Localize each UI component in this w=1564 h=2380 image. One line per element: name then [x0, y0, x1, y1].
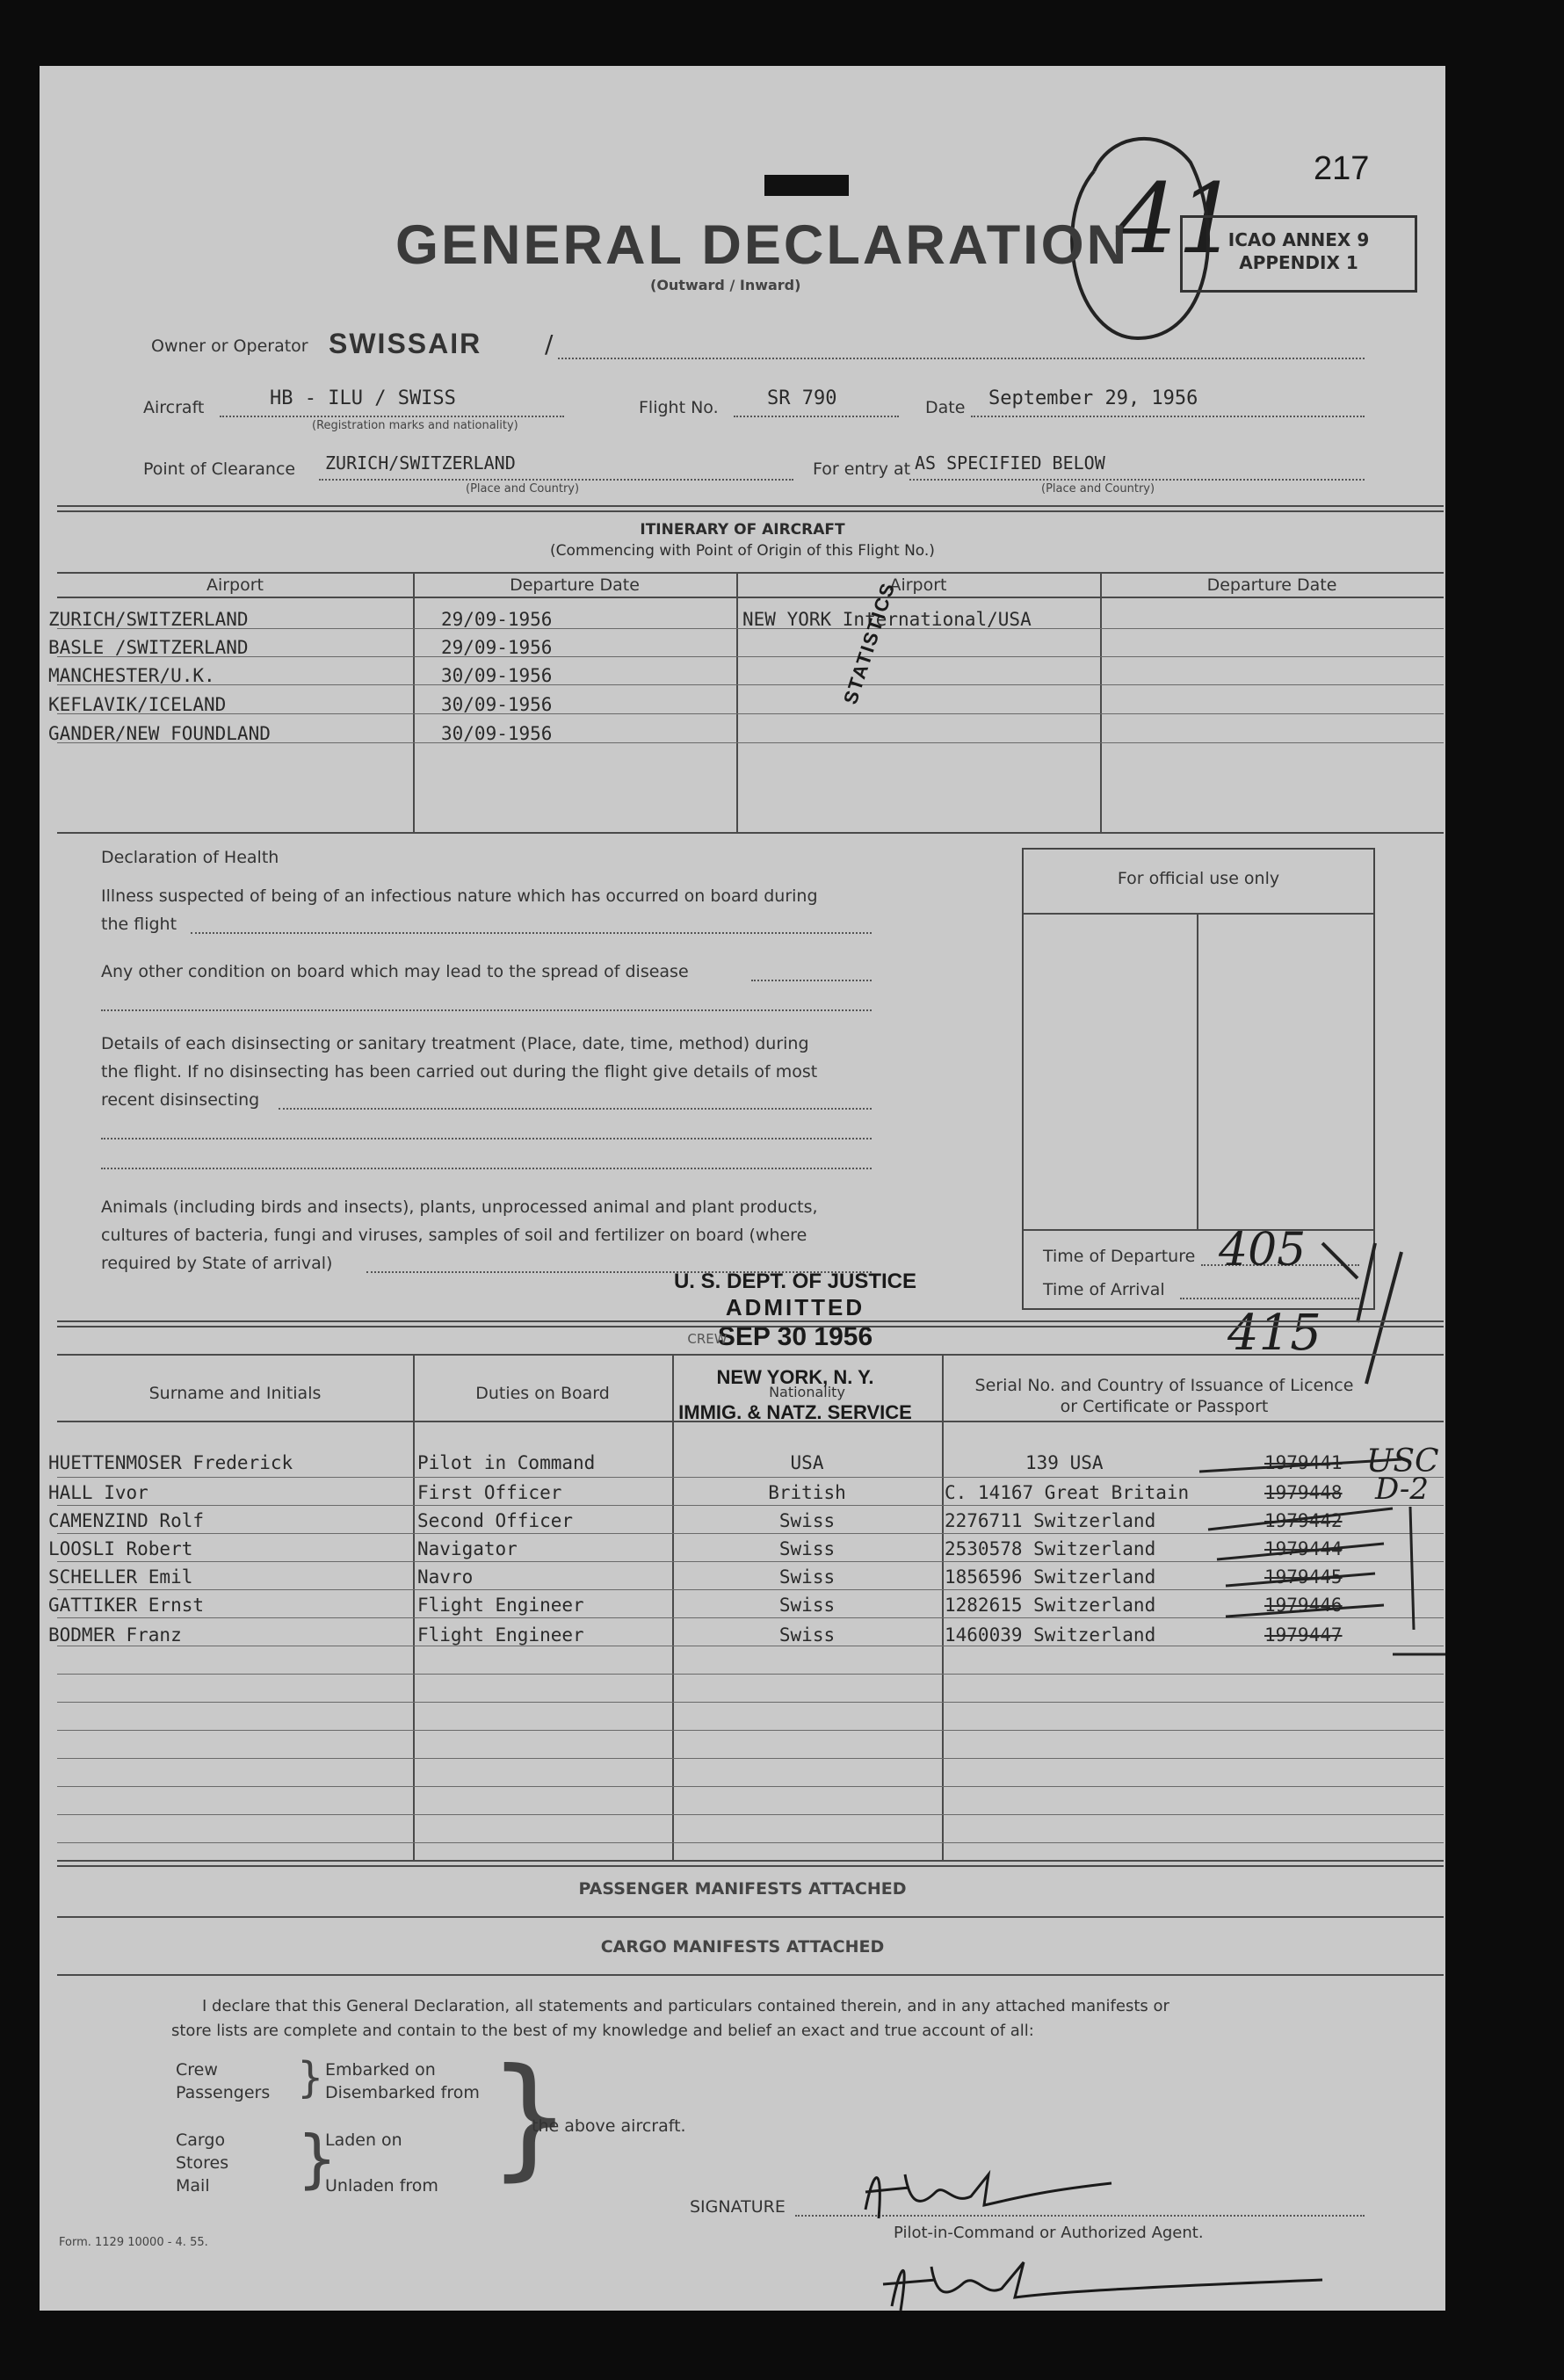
flight-label: Flight No. [639, 398, 719, 417]
disinsect-line-3 [101, 1168, 872, 1169]
arrival-time-value: 415 [1227, 1305, 1321, 1362]
itinerary-title: ITINERARY OF AIRCRAFT [640, 521, 845, 539]
icao-line-1: ICAO ANNEX 9 [1227, 229, 1370, 250]
crew-rule-10 [57, 1730, 1444, 1731]
crew-row-5-number: 1979445 [1264, 1566, 1343, 1588]
redacted-mark [764, 175, 849, 196]
crew-row-7-nationality: Swiss [778, 1624, 836, 1646]
itinerary-row-3-airport: MANCHESTER/U.K. [48, 665, 215, 686]
crew-row-5-licence: 1856596 Switzerland [945, 1566, 1156, 1588]
itinerary-subtitle: (Commencing with Point of Origin of this Flight No.) [550, 542, 935, 560]
crew-row-6-number: 1979446 [1264, 1595, 1343, 1616]
crew-row-1-duty: Pilot in Command [417, 1452, 596, 1473]
itinerary-bottom [57, 832, 1444, 834]
crew-row-3-number: 1979442 [1264, 1510, 1343, 1531]
icao-line-2: APPENDIX 1 [1239, 252, 1358, 273]
crew-rule-9 [57, 1702, 1444, 1703]
crew-header-name: Surname and Initials [148, 1384, 322, 1403]
crew-row-2-name: HALL Ivor [48, 1482, 148, 1503]
crew-header-licence: Serial No. and Country of Issuance of Licence or Certificate or Passport [974, 1376, 1354, 1416]
itinerary-row-1-airport: ZURICH/SWITZERLAND [48, 609, 249, 630]
crew-row-1-licence: 139 USA [1025, 1452, 1104, 1473]
decl-disembarked: Disembarked from [325, 2083, 480, 2102]
decl-aircraft: the above aircraft. [532, 2116, 686, 2136]
entry-value: AS SPECIFIED BELOW [915, 452, 1105, 474]
stamp-line-2: ADMITTED [725, 1294, 865, 1320]
itinerary-header-departure-2: Departure Date [1206, 575, 1337, 595]
form-subtitle: (Outward / Inward) [650, 277, 801, 293]
health-animals-1: Animals (including birds and insects), plants, unprocessed animal and plant products, [101, 1197, 818, 1217]
decl-unladen: Unladen from [325, 2176, 438, 2196]
crew-rule-13 [57, 1814, 1444, 1815]
crew-row-5-nationality: Swiss [778, 1566, 836, 1588]
disinsect-line-1 [279, 1108, 872, 1110]
other-line-1 [751, 980, 872, 981]
crew-annotation-d2: D-2 [1375, 1472, 1430, 1507]
crew-col-3 [942, 1354, 944, 1860]
manifest-rule-2 [57, 1916, 1444, 1918]
decl-brace-1: } [297, 2053, 324, 2102]
decl-embarked: Embarked on [325, 2060, 436, 2080]
aircraft-line [220, 416, 564, 417]
itinerary-row-4-airport: KEFLAVIK/ICELAND [48, 694, 227, 715]
itinerary-row-1-date: 29/09-1956 [441, 609, 553, 630]
crew-col-1 [413, 1354, 415, 1860]
second-signature-image [874, 2245, 1331, 2315]
crew-top-rule-b [57, 1326, 1444, 1327]
decl-cargo: Cargo [176, 2130, 226, 2150]
crew-row-6-nationality: Swiss [778, 1595, 836, 1616]
crew-row-4-licence: 2530578 Switzerland [945, 1538, 1156, 1559]
crew-row-4-number: 1979444 [1264, 1538, 1343, 1559]
itinerary-row-3-date: 30/09-1956 [441, 665, 553, 686]
crew-row-5-name: SCHELLER Emil [48, 1566, 193, 1588]
itinerary-rule-c [57, 684, 1444, 685]
crew-row-7-number: 1979447 [1264, 1624, 1343, 1646]
crew-row-4-nationality: Swiss [778, 1538, 836, 1559]
crew-row-3-licence: 2276711 Switzerland [945, 1510, 1156, 1531]
flight-value: SR 790 [767, 387, 837, 409]
decl-brace-3: } [488, 2041, 572, 2194]
form-title: GENERAL DECLARATION [395, 214, 1130, 276]
itinerary-row-2-date: 29/09-1956 [441, 637, 553, 658]
health-disinsect-2: the flight. If no disinsecting has been carried out during the flight give details of most [101, 1062, 818, 1081]
statistics-stamp: STATISTICS [839, 579, 900, 707]
crew-row-2-number: 1979448 [1264, 1482, 1343, 1503]
health-heading: Declaration of Health [101, 848, 279, 867]
owner-value: SWISSAIR [329, 328, 482, 359]
signature-image [857, 2157, 1120, 2227]
health-illness-2: the flight [101, 915, 177, 934]
declaration-line-1: I declare that this General Declaration, all statements and particulars contained therein, and in any attached manifests or [202, 1997, 1169, 2015]
health-disinsect-1: Details of each disinsecting or sanitary treatment (Place, date, time, method) during [101, 1034, 809, 1053]
other-line-2 [101, 1009, 872, 1011]
flight-line [734, 416, 899, 417]
date-value: September 29, 1956 [988, 387, 1198, 409]
manifest-rule-1 [57, 1865, 1444, 1867]
crew-row-7-name: BODMER Franz [48, 1624, 182, 1646]
crew-row-7-licence: 1460039 Switzerland [945, 1624, 1156, 1646]
handwritten-time-strokes [1305, 1226, 1419, 1393]
itinerary-header-departure: Departure Date [510, 575, 640, 595]
owner-line [558, 358, 1365, 359]
decl-laden: Laden on [325, 2130, 402, 2150]
itinerary-header-airport-2: Airport [889, 575, 947, 595]
crew-rule-11 [57, 1758, 1444, 1759]
crew-header-bottom [57, 1421, 1444, 1422]
crew-row-1-name: HUETTENMOSER Frederick [48, 1452, 293, 1473]
illness-line [191, 932, 872, 934]
crew-bracket-strokes [1191, 1454, 1445, 1665]
health-other: Any other condition on board which may lead to the spread of disease [101, 962, 689, 981]
crew-row-4-duty: Navigator [417, 1538, 518, 1559]
handwritten-number: 41 [1116, 163, 1239, 275]
stamp-line-3: SEP 30 1956 [717, 1322, 873, 1351]
crew-row-4-name: LOOSLI Robert [48, 1538, 193, 1559]
itinerary-col-3 [1100, 572, 1102, 832]
entry-note: (Place and Country) [1041, 482, 1155, 496]
crew-header-top [57, 1354, 1444, 1356]
itinerary-header-rule [57, 597, 1444, 598]
crew-row-2-licence: C. 14167 Great Britain [945, 1482, 1190, 1503]
rule-1b [57, 510, 1444, 512]
clearance-value: ZURICH/SWITZERLAND [325, 452, 516, 474]
signature-label: SIGNATURE [690, 2197, 786, 2217]
departure-time-value: 405 [1219, 1224, 1307, 1277]
health-disinsect-3: recent disinsecting [101, 1090, 260, 1110]
stamp-line-1: U. S. DEPT. OF JUSTICE [673, 1270, 917, 1293]
crew-rule-8 [57, 1674, 1444, 1675]
official-title: For official use only [1117, 869, 1280, 888]
date-line [971, 416, 1365, 417]
health-illness-1: Illness suspected of being of an infectious nature which has occurred on board during [101, 886, 818, 906]
rule-1 [57, 505, 1444, 507]
clearance-note: (Place and Country) [466, 482, 580, 496]
manifest-rule-3 [57, 1974, 1444, 1976]
crew-row-6-name: GATTIKER Ernst [48, 1595, 205, 1616]
clearance-line [319, 479, 793, 481]
itinerary-row-4-date: 30/09-1956 [441, 694, 553, 715]
crew-annotation-usc: USC [1366, 1443, 1439, 1479]
itinerary-rule-b [57, 656, 1444, 657]
itinerary-row-2-airport: BASLE /SWITZERLAND [48, 637, 249, 658]
aircraft-value: HB - ILU / SWISS [270, 387, 456, 409]
passenger-manifests: PASSENGER MANIFESTS ATTACHED [578, 1879, 907, 1899]
crew-row-5-duty: Navro [417, 1566, 474, 1588]
crew-row-6-licence: 1282615 Switzerland [945, 1595, 1156, 1616]
cargo-manifests: CARGO MANIFESTS ATTACHED [600, 1937, 885, 1957]
crew-row-1-nationality: USA [790, 1452, 824, 1473]
crew-row-3-nationality: Swiss [778, 1510, 836, 1531]
page-number: 217 [1314, 150, 1370, 187]
crew-rule-12 [57, 1786, 1444, 1787]
crew-row-2-nationality: British [768, 1482, 846, 1503]
crew-row-7-duty: Flight Engineer [417, 1624, 584, 1646]
clearance-label: Point of Clearance [143, 459, 296, 479]
crew-row-1-number: 1979441 [1264, 1452, 1343, 1473]
disinsect-line-2 [101, 1138, 872, 1139]
itinerary-col-2 [736, 572, 738, 832]
itinerary-header-airport: Airport [206, 575, 264, 595]
itinerary-row-5-airport: GANDER/NEW FOUNDLAND [48, 723, 271, 744]
aircraft-label: Aircraft [143, 398, 205, 417]
arrival-time-label: Time of Arrival [1043, 1280, 1165, 1299]
departure-time-label: Time of Departure [1043, 1247, 1196, 1266]
date-label: Date [925, 398, 966, 417]
itinerary-rule-d [57, 713, 1444, 714]
crew-row-2-duty: First Officer [417, 1482, 562, 1503]
health-animals-3: required by State of arrival) [101, 1254, 333, 1273]
crew-top-rule [57, 1320, 1444, 1322]
decl-brace-2: } [297, 2122, 337, 2196]
itinerary-top [57, 572, 1444, 574]
decl-crew: Crew [176, 2060, 218, 2080]
crew-rule-14 [57, 1842, 1444, 1843]
crew-row-6-duty: Flight Engineer [417, 1595, 584, 1616]
declaration-line-2: store lists are complete and contain to the best of my knowledge and belief an exact and true account of all: [171, 2022, 1034, 2040]
owner-label: Owner or Operator [151, 336, 308, 356]
crew-title: CREW [687, 1331, 728, 1347]
stamp-line-4: NEW YORK, N. Y. [716, 1366, 874, 1388]
crew-header-nationality: Nationality [769, 1384, 845, 1400]
crew-row-3-duty: Second Officer [417, 1510, 574, 1531]
form-number: Form. 1129 10000 - 4. 55. [59, 2236, 208, 2249]
itinerary-row-5-date: 30/09-1956 [441, 723, 553, 744]
official-title-rule [1024, 913, 1373, 915]
aircraft-note: (Registration marks and nationality) [312, 419, 518, 432]
stamp-line-5: IMMIG. & NATZ. SERVICE [678, 1401, 912, 1423]
entry-label: For entry at [813, 459, 911, 479]
owner-slash: / [545, 329, 554, 358]
health-animals-2: cultures of bacteria, fungi and viruses, samples of soil and fertilizer on board (where [101, 1226, 807, 1245]
entry-line [909, 479, 1365, 481]
itinerary-row-1-airport-2: NEW YORK International/USA [742, 609, 1032, 630]
decl-passengers: Passengers [176, 2083, 271, 2102]
crew-header-duties: Duties on Board [475, 1384, 610, 1403]
signature-caption: Pilot-in-Command or Authorized Agent. [894, 2224, 1204, 2242]
decl-stores: Stores [176, 2153, 229, 2173]
crew-row-3-name: CAMENZIND Rolf [48, 1510, 205, 1531]
itinerary-col-1 [413, 572, 415, 832]
crew-bottom [57, 1860, 1444, 1862]
declaration-sheet [40, 66, 1445, 2311]
decl-mail: Mail [176, 2176, 210, 2196]
official-divider [1197, 913, 1198, 1229]
